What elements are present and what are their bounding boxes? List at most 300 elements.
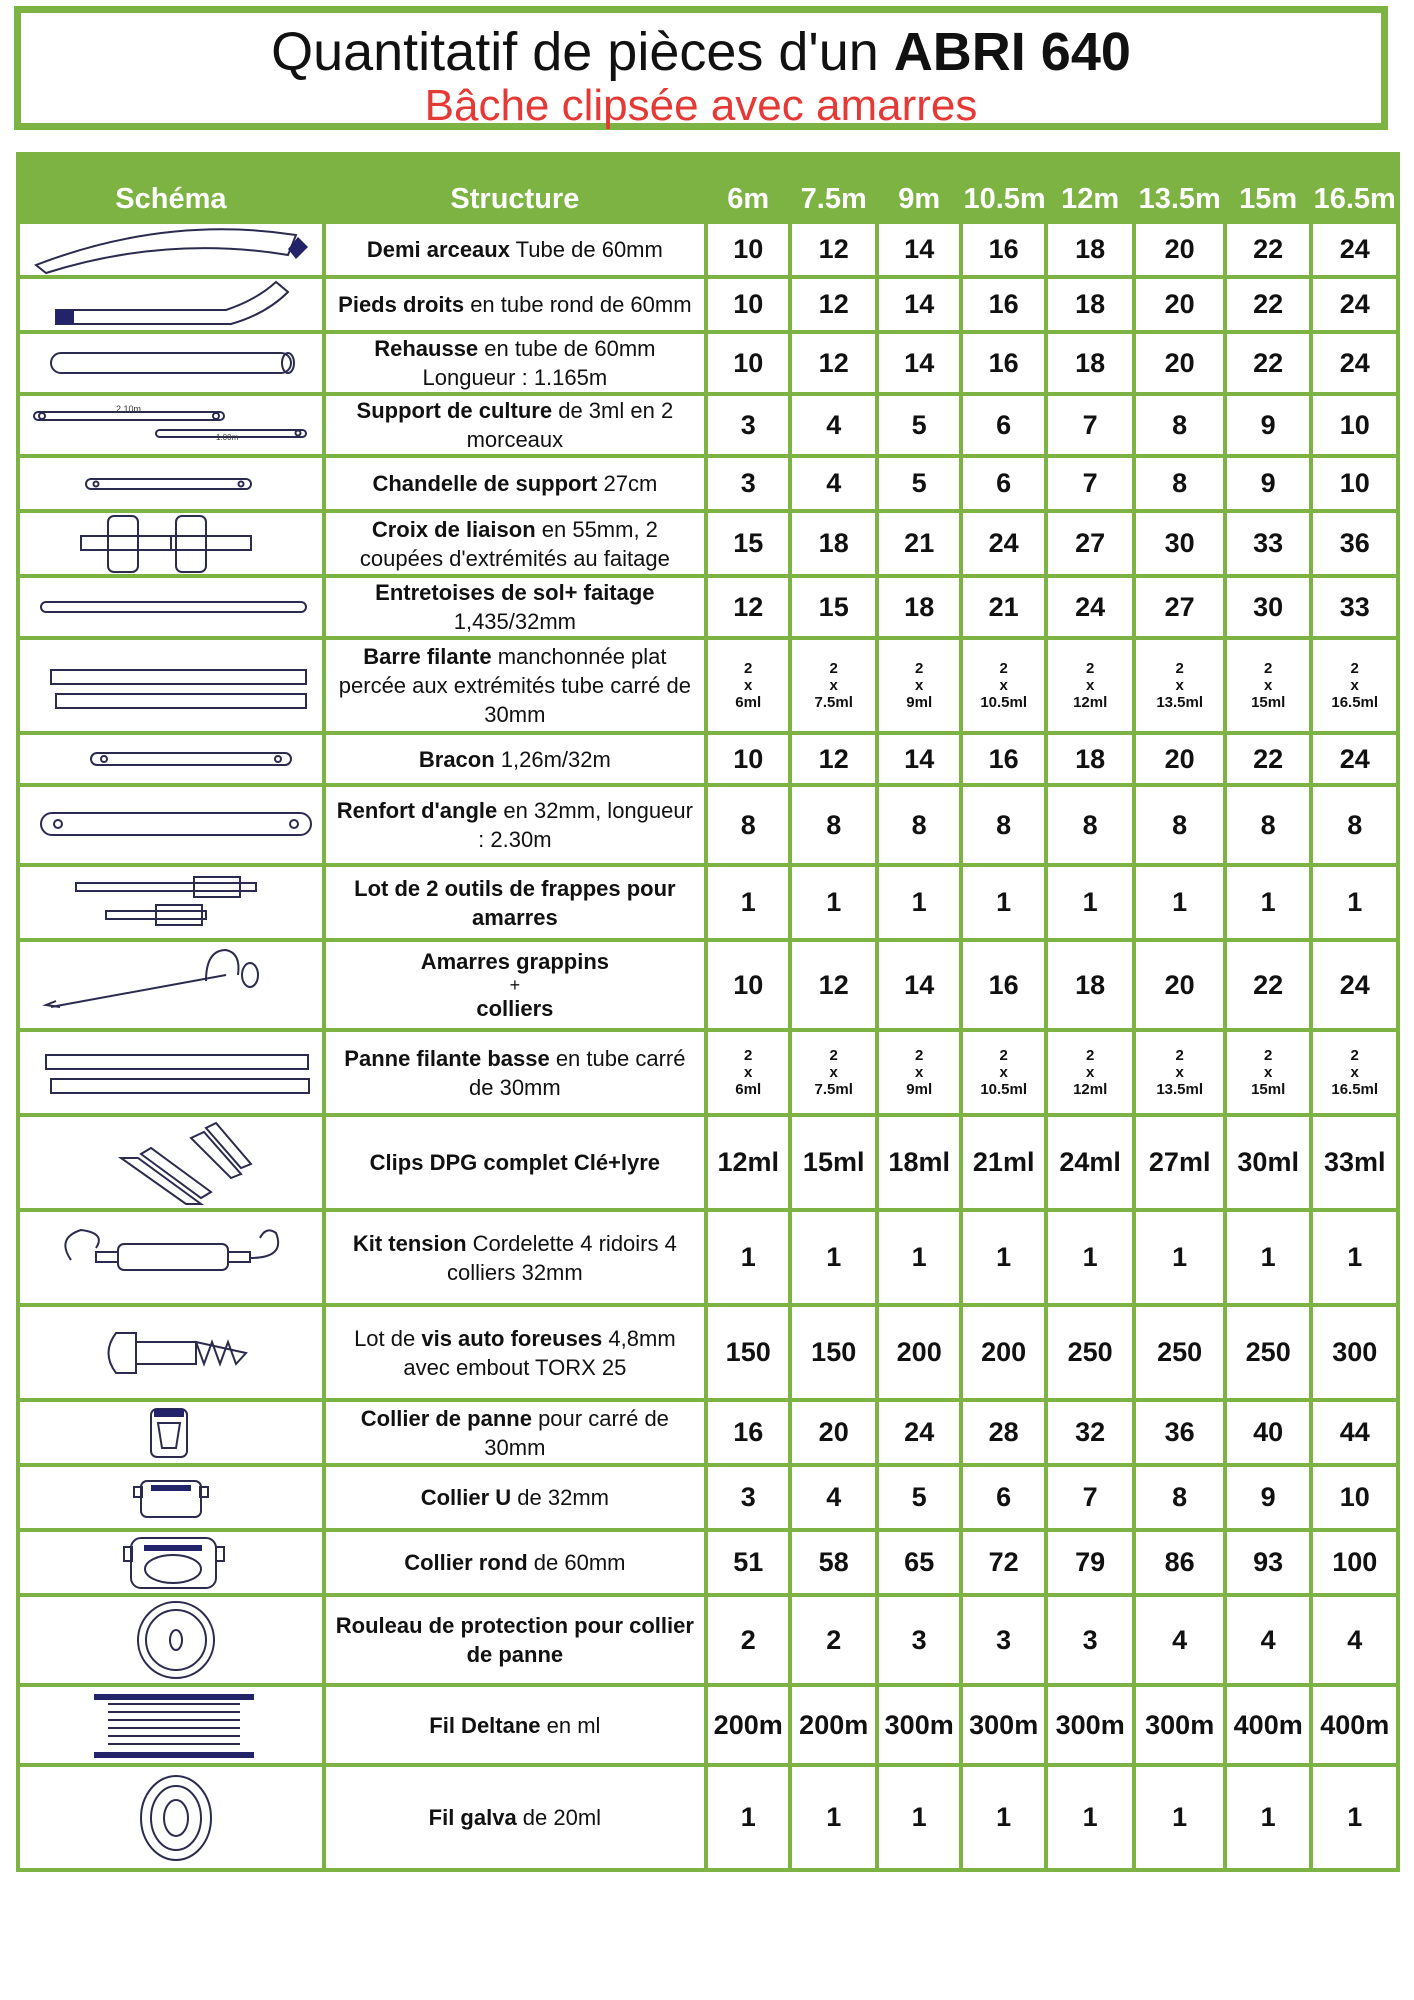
quantity-cell: 1: [1311, 1210, 1398, 1305]
quantity-cell: 32: [1046, 1400, 1135, 1465]
table-row: [18, 277, 1398, 332]
part-detail: 1,26m/32m: [494, 746, 611, 772]
quantity-cell: [1046, 1030, 1135, 1115]
quantity-cell: 22: [1225, 222, 1312, 277]
quantity-cell: 12: [790, 222, 877, 277]
amarre-grappin-icon: [18, 940, 324, 1030]
header-size: 16.5m: [1311, 154, 1398, 222]
table-row: [18, 394, 1398, 456]
quantity-cell: 16: [961, 277, 1045, 332]
quantity-cell: 1: [961, 1210, 1045, 1305]
quantity-cell: 24: [1311, 222, 1398, 277]
fil-deltane-icon: [18, 1685, 324, 1765]
quantity-cell: 200: [961, 1305, 1045, 1400]
quantity-cell: 18: [1046, 332, 1135, 394]
quantity-cell: 12: [706, 576, 790, 638]
quantity-cell: 6: [961, 456, 1045, 511]
part-description: [324, 332, 706, 394]
quantity-part: x: [829, 1064, 838, 1081]
part-detail: en tube de 60mm Longueur : 1.165m: [422, 336, 656, 390]
quantity-cell: [1311, 638, 1398, 733]
part-description: [324, 1465, 706, 1530]
quantity-cell: 1: [961, 1765, 1045, 1870]
quantity-cell: 14: [877, 940, 961, 1030]
quantity-cell: 8: [1134, 394, 1225, 456]
quantity-cell: 12: [790, 277, 877, 332]
header-size: 7.5m: [790, 154, 877, 222]
part-description: [324, 1400, 706, 1465]
quantity-cell: 9: [1225, 456, 1312, 511]
quantity-cell: 22: [1225, 940, 1312, 1030]
quantity-part: x: [1264, 677, 1273, 694]
part-name: Chandelle de support: [372, 471, 598, 496]
part-name: Renfort d'angle: [336, 798, 498, 823]
collier-panne-icon: [18, 1400, 324, 1465]
parts-table: [16, 152, 1400, 1872]
part-description: [324, 940, 706, 1030]
quantity-cell: [1046, 638, 1135, 733]
quantity-cell: 100: [1311, 1530, 1398, 1595]
support-culture-icon: [18, 394, 324, 456]
quantity-part: x: [1175, 1064, 1184, 1081]
quantity-cell: 200m: [790, 1685, 877, 1765]
quantity-cell: 3: [706, 456, 790, 511]
quantity-cell: 33: [1225, 511, 1312, 576]
bracon-icon: [18, 733, 324, 785]
quantity-cell: [706, 1030, 790, 1115]
chandelle-icon: [18, 456, 324, 511]
part-name: Collier rond: [404, 1550, 528, 1575]
part-description: [324, 638, 706, 733]
quantity-cell: 24: [1311, 332, 1398, 394]
quantity-cell: 33: [1311, 576, 1398, 638]
quantity-cell: 1: [1225, 1765, 1312, 1870]
quantity-part: x: [1264, 1064, 1273, 1081]
part-description: [324, 1765, 706, 1870]
quantity-cell: [1134, 638, 1225, 733]
table-row: [18, 638, 1398, 733]
collier-u-icon: [18, 1465, 324, 1530]
quantity-cell: 12: [790, 332, 877, 394]
page-title: [21, 21, 1381, 83]
quantity-cell: 8: [1225, 785, 1312, 865]
quantity-part: 2: [744, 1047, 753, 1064]
quantity-cell: 3: [1046, 1595, 1135, 1685]
quantity-cell: 51: [706, 1530, 790, 1595]
quantity-cell: 5: [877, 394, 961, 456]
quantity-cell: 14: [877, 733, 961, 785]
quantity-cell: 250: [1046, 1305, 1135, 1400]
collier-rond-icon: [18, 1530, 324, 1595]
quantity-cell: 1: [706, 865, 790, 940]
quantity-cell: 20: [1134, 222, 1225, 277]
header-size: 10.5m: [961, 154, 1045, 222]
quantity-cell: 22: [1225, 332, 1312, 394]
quantity-cell: 65: [877, 1530, 961, 1595]
entretoise-icon: [18, 576, 324, 638]
quantity-cell: 1: [790, 865, 877, 940]
table-row: [18, 1765, 1398, 1870]
table-row: [18, 1400, 1398, 1465]
fil-galva-icon: [18, 1765, 324, 1870]
quantity-part: x: [1350, 677, 1359, 694]
quantity-cell: 28: [961, 1400, 1045, 1465]
quantity-cell: 1: [1225, 865, 1312, 940]
quantity-cell: 4: [790, 456, 877, 511]
table-row: [18, 1685, 1398, 1765]
header-schema: Schéma: [18, 154, 324, 222]
part-name: Collier de panne: [360, 1405, 532, 1431]
quantity-cell: 14: [877, 222, 961, 277]
quantity-part: 2: [915, 660, 924, 677]
table-row: [18, 733, 1398, 785]
header-size: 15m: [1225, 154, 1312, 222]
quantity-part: 7.5ml: [814, 1081, 853, 1098]
part-description: [324, 785, 706, 865]
quantity-cell: 3: [961, 1595, 1045, 1685]
table-row: [18, 576, 1398, 638]
quantity-cell: 24: [1046, 576, 1135, 638]
part-detail: 4,8mm avec embout TORX 25: [403, 1325, 676, 1380]
quantity-cell: 30ml: [1225, 1115, 1312, 1210]
quantity-cell: 21: [877, 511, 961, 576]
part-name: vis auto foreuses: [421, 1325, 603, 1351]
quantity-cell: 400m: [1311, 1685, 1398, 1765]
pied-droit-icon: [18, 277, 324, 332]
quantity-cell: 300: [1311, 1305, 1398, 1400]
quantity-cell: 15ml: [790, 1115, 877, 1210]
part-description: [324, 511, 706, 576]
quantity-part: 13.5ml: [1156, 1081, 1204, 1098]
quantity-part: x: [999, 677, 1008, 694]
quantity-cell: 18: [790, 511, 877, 576]
quantity-part: x: [829, 677, 838, 694]
quantity-cell: 3: [877, 1595, 961, 1685]
quantity-cell: 10: [1311, 456, 1398, 511]
quantity-cell: 150: [790, 1305, 877, 1400]
clips-dpg-icon: [18, 1115, 324, 1210]
part-description: [324, 576, 706, 638]
quantity-part: 2: [1264, 660, 1273, 677]
quantity-cell: 8: [706, 785, 790, 865]
quantity-cell: 8: [1311, 785, 1398, 865]
part-description: [324, 1595, 706, 1685]
part-detail: pour carré de 30mm: [484, 1405, 669, 1460]
quantity-cell: 16: [961, 332, 1045, 394]
quantity-cell: 27: [1046, 511, 1135, 576]
quantity-cell: 1: [961, 865, 1045, 940]
table-row: [18, 222, 1398, 277]
part-name: Lot de 2 outils de frappes pour amarres: [354, 875, 676, 930]
svg-text:1.00m: 1.00m: [215, 433, 239, 442]
quantity-cell: 18: [1046, 733, 1135, 785]
quantity-cell: 4: [790, 1465, 877, 1530]
quantity-cell: 27ml: [1134, 1115, 1225, 1210]
quantity-cell: 200: [877, 1305, 961, 1400]
quantity-part: 2: [1350, 1047, 1359, 1064]
table-row: [18, 456, 1398, 511]
quantity-cell: 10: [706, 940, 790, 1030]
quantity-cell: 2: [706, 1595, 790, 1685]
part-prefix: Lot de: [354, 1325, 422, 1351]
quantity-cell: 8: [877, 785, 961, 865]
quantity-cell: 20: [1134, 277, 1225, 332]
header-size: 6m: [706, 154, 790, 222]
quantity-part: 2: [1264, 1047, 1273, 1064]
table-row: [18, 511, 1398, 576]
part-name: Fil galva: [428, 1805, 517, 1830]
table-row: [18, 865, 1398, 940]
part-name: Support de culture: [356, 398, 553, 423]
quantity-part: 10.5ml: [980, 694, 1028, 711]
quantity-cell: 40: [1225, 1400, 1312, 1465]
quantity-cell: 8: [1134, 456, 1225, 511]
part-detail: en tube carré de 30mm: [469, 1045, 686, 1100]
quantity-cell: 1: [1046, 1210, 1135, 1305]
quantity-part: 9ml: [906, 694, 933, 711]
quantity-part: x: [915, 1064, 924, 1081]
title-box: [14, 6, 1388, 130]
part-name: Fil Deltane: [429, 1712, 541, 1738]
quantity-part: x: [1350, 1064, 1359, 1081]
quantity-cell: 20: [1134, 940, 1225, 1030]
quantity-cell: 400m: [1225, 1685, 1312, 1765]
table-row: [18, 1305, 1398, 1400]
part-name: Croix de liaison: [371, 516, 536, 542]
quantity-part: 2: [744, 660, 753, 677]
quantity-cell: 15: [790, 576, 877, 638]
quantity-cell: 79: [1046, 1530, 1135, 1595]
quantity-cell: 58: [790, 1530, 877, 1595]
quantity-part: 15ml: [1251, 1081, 1286, 1098]
table-row: [18, 1115, 1398, 1210]
table-row: [18, 1595, 1398, 1685]
part-name: Pieds droits: [338, 292, 465, 317]
quantity-part: 2: [1175, 1047, 1184, 1064]
quantity-cell: 6: [961, 1465, 1045, 1530]
quantity-cell: 1: [1046, 865, 1135, 940]
quantity-part: x: [1086, 1064, 1095, 1081]
part-name: Rehausse: [374, 336, 479, 361]
part-description: [324, 1530, 706, 1595]
quantity-cell: 9: [1225, 394, 1312, 456]
quantity-cell: [1311, 1030, 1398, 1115]
quantity-part: 15ml: [1251, 694, 1286, 711]
quantity-cell: 10: [706, 332, 790, 394]
header-size: 12m: [1046, 154, 1135, 222]
quantity-part: 16.5ml: [1331, 1081, 1379, 1098]
part-description: [324, 1030, 706, 1115]
quantity-cell: 9: [1225, 1465, 1312, 1530]
quantity-cell: 22: [1225, 733, 1312, 785]
quantity-cell: 18: [1046, 940, 1135, 1030]
quantity-cell: 10: [706, 222, 790, 277]
header-size: 13.5m: [1134, 154, 1225, 222]
rouleau-protection-icon: [18, 1595, 324, 1685]
quantity-cell: 24: [1311, 277, 1398, 332]
quantity-part: x: [1086, 677, 1095, 694]
part-name: Kit tension: [352, 1230, 467, 1256]
part-name-extra: colliers: [476, 996, 554, 1021]
quantity-cell: 8: [1134, 785, 1225, 865]
rehausse-tube-icon: [18, 332, 324, 394]
quantity-cell: 3: [706, 1465, 790, 1530]
quantity-cell: 24: [877, 1400, 961, 1465]
part-detail: de 32mm: [511, 1485, 610, 1510]
quantity-cell: 250: [1225, 1305, 1312, 1400]
quantity-part: 2: [829, 660, 838, 677]
quantity-cell: [1225, 1030, 1312, 1115]
quantity-cell: 1: [877, 1210, 961, 1305]
quantity-cell: 1: [877, 865, 961, 940]
quantity-cell: 18: [1046, 277, 1135, 332]
part-name: Rouleau de protection pour collier de panne: [335, 1613, 694, 1667]
quantity-cell: 20: [790, 1400, 877, 1465]
kit-tension-icon: [18, 1210, 324, 1305]
panne-filante-icon: [18, 1030, 324, 1115]
quantity-cell: 12: [790, 940, 877, 1030]
quantity-cell: 24ml: [1046, 1115, 1135, 1210]
quantity-part: 2: [1086, 1047, 1095, 1064]
quantity-cell: 24: [1311, 940, 1398, 1030]
quantity-cell: 7: [1046, 456, 1135, 511]
part-plus: +: [509, 975, 521, 995]
quantity-cell: 22: [1225, 277, 1312, 332]
quantity-cell: 10: [1311, 394, 1398, 456]
quantity-cell: [877, 1030, 961, 1115]
quantity-cell: [961, 638, 1045, 733]
quantity-cell: 21ml: [961, 1115, 1045, 1210]
quantity-cell: 18: [1046, 222, 1135, 277]
quantity-cell: 2: [790, 1595, 877, 1685]
part-description: [324, 456, 706, 511]
quantity-cell: 15: [706, 511, 790, 576]
quantity-cell: 36: [1311, 511, 1398, 576]
quantity-cell: 16: [961, 940, 1045, 1030]
quantity-cell: 1: [1134, 1210, 1225, 1305]
title-model: ABRI 640: [893, 22, 1131, 82]
croix-liaison-icon: [18, 511, 324, 576]
part-description: [324, 394, 706, 456]
quantity-cell: 30: [1225, 576, 1312, 638]
quantity-cell: 7: [1046, 394, 1135, 456]
header-size: 9m: [877, 154, 961, 222]
table-row: [18, 940, 1398, 1030]
quantity-part: x: [1175, 677, 1184, 694]
part-description: [324, 1115, 706, 1210]
quantity-cell: [706, 638, 790, 733]
quantity-part: 2: [1175, 660, 1184, 677]
quantity-part: 2: [829, 1047, 838, 1064]
quantity-cell: 36: [1134, 1400, 1225, 1465]
quantity-cell: [877, 638, 961, 733]
quantity-cell: 4: [790, 394, 877, 456]
part-name: Panne filante basse: [344, 1045, 550, 1071]
part-detail: en 32mm, longueur : 2.30m: [478, 798, 693, 852]
part-name: Clips DPG complet Clé+lyre: [369, 1150, 661, 1175]
header-structure: Structure: [324, 154, 706, 222]
quantity-cell: 72: [961, 1530, 1045, 1595]
part-detail: Tube de 60mm: [509, 237, 663, 262]
part-detail: de 60mm: [527, 1550, 626, 1575]
quantity-part: 9ml: [906, 1081, 933, 1098]
demi-arceau-icon: [18, 222, 324, 277]
part-description: [324, 733, 706, 785]
quantity-cell: 8: [790, 785, 877, 865]
quantity-cell: 20: [1134, 733, 1225, 785]
quantity-part: x: [915, 677, 924, 694]
quantity-cell: 5: [877, 456, 961, 511]
quantity-cell: [1134, 1030, 1225, 1115]
quantity-part: 6ml: [735, 1081, 762, 1098]
quantity-cell: 1: [706, 1210, 790, 1305]
part-description: [324, 1685, 706, 1765]
part-description: [324, 1305, 706, 1400]
table-row: [18, 332, 1398, 394]
quantity-cell: 18: [877, 576, 961, 638]
quantity-cell: 200m: [706, 1685, 790, 1765]
quantity-cell: 44: [1311, 1400, 1398, 1465]
quantity-cell: 18ml: [877, 1115, 961, 1210]
part-detail: en ml: [540, 1712, 601, 1738]
quantity-cell: 8: [1134, 1465, 1225, 1530]
quantity-cell: 16: [706, 1400, 790, 1465]
part-detail: Cordelette 4 ridoirs 4 colliers 32mm: [447, 1230, 677, 1285]
quantity-cell: 33ml: [1311, 1115, 1398, 1210]
quantity-cell: [790, 638, 877, 733]
quantity-cell: 150: [706, 1305, 790, 1400]
quantity-cell: [790, 1030, 877, 1115]
outil-frappe-icon: [18, 865, 324, 940]
quantity-cell: 1: [1225, 1210, 1312, 1305]
part-detail: manchonnée plat percée aux extrémités tube carré de 30mm: [338, 644, 691, 727]
part-description: [324, 277, 706, 332]
part-detail: 1,435/32mm: [453, 609, 577, 634]
quantity-cell: 20: [1134, 332, 1225, 394]
part-detail: en tube rond de 60mm: [464, 292, 692, 317]
quantity-cell: 21: [961, 576, 1045, 638]
quantity-cell: 1: [790, 1765, 877, 1870]
barre-filante-icon: [18, 638, 324, 733]
quantity-cell: 24: [1311, 733, 1398, 785]
quantity-part: 2: [1086, 660, 1095, 677]
quantity-cell: 4: [1225, 1595, 1312, 1685]
table-row: [18, 785, 1398, 865]
quantity-part: 2: [999, 660, 1008, 677]
vis-auto-foreuse-icon: [18, 1305, 324, 1400]
quantity-cell: 1: [706, 1765, 790, 1870]
part-name: Demi arceaux: [366, 237, 510, 262]
svg-text:2.10m: 2.10m: [115, 404, 141, 414]
part-name: Collier U: [420, 1485, 512, 1510]
quantity-cell: 1: [877, 1765, 961, 1870]
quantity-cell: 86: [1134, 1530, 1225, 1595]
quantity-cell: 5: [877, 1465, 961, 1530]
quantity-part: x: [744, 677, 753, 694]
part-description: [324, 1210, 706, 1305]
quantity-cell: 10: [1311, 1465, 1398, 1530]
table-row: [18, 1210, 1398, 1305]
quantity-part: 10.5ml: [980, 1081, 1028, 1098]
quantity-part: 6ml: [735, 694, 762, 711]
quantity-part: 12ml: [1073, 694, 1108, 711]
quantity-cell: 3: [706, 394, 790, 456]
quantity-cell: 4: [1134, 1595, 1225, 1685]
part-name: Entretoises de sol+ faitage: [375, 580, 655, 605]
part-detail: de 20ml: [516, 1805, 602, 1830]
quantity-cell: 300m: [1134, 1685, 1225, 1765]
quantity-cell: 93: [1225, 1530, 1312, 1595]
